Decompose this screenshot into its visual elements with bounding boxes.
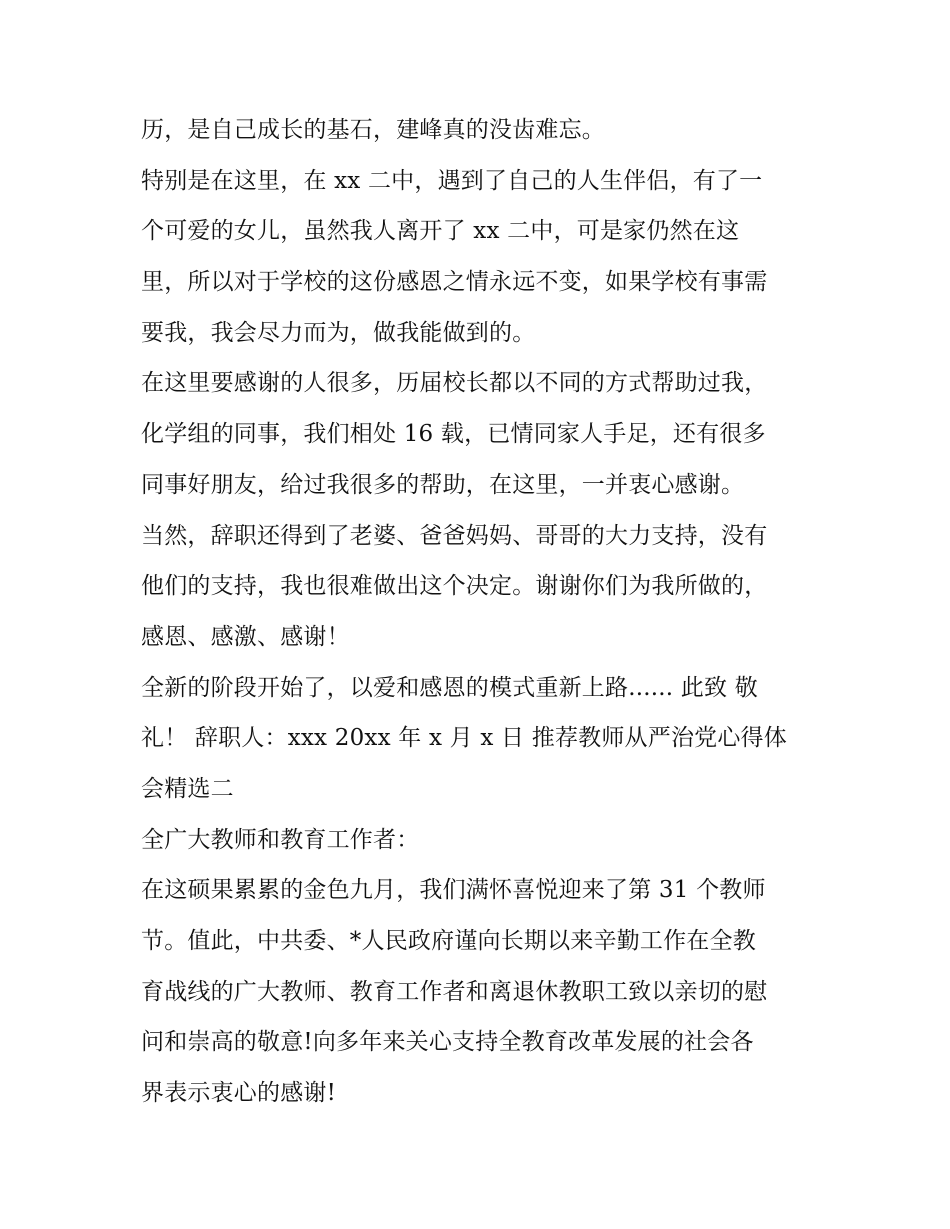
text-line: 特别是在这里，在 xx 二中，遇到了自己的人生伴侣，有了一 (141, 167, 763, 194)
text-line: 历，是自己成长的基石，建峰真的没齿难忘。 (141, 117, 605, 143)
text-line: 要我，我会尽力而为，做我能做到的。 (141, 319, 536, 346)
text-line: 感恩、感激、感谢！ (141, 623, 350, 650)
text-line: 当然，辞职还得到了老婆、爸爸妈妈、哥哥的大力支持，没有 (141, 522, 768, 549)
text-line: 个可爱的女儿，虽然我人离开了 xx 二中，可是家仍然在这 (141, 218, 740, 245)
text-line: 育战线的广大教师、教育工作者和离退休教职工致以亲切的慰 (141, 978, 768, 1005)
text-line: 节。值此，中共委、*人民政府谨向长期以来辛勤工作在全教 (141, 928, 756, 954)
document-body (141, 109, 831, 1123)
text-line: 里，所以对于学校的这份感恩之情永远不变，如果学校有事需 (141, 269, 768, 296)
text-line: 界表示衷心的感谢! (141, 1080, 337, 1107)
text-line: 会精选二 (141, 775, 234, 802)
text-line: 礼！ 辞职人：xxx 20xx 年 x 月 x 日 推荐教师从严治党心得体 (141, 725, 787, 752)
text-line: 他们的支持，我也很难做出这个决定。谢谢你们为我所做的， (141, 573, 768, 600)
text-line: 在这里要感谢的人很多，历届校长都以不同的方式帮助过我， (141, 370, 768, 397)
text-line: 问和崇高的敬意!向多年来关心支持全教育改革发展的社会各 (141, 1029, 754, 1056)
text-line: 同事好朋友，给过我很多的帮助，在这里，一并衷心感谢。 (141, 471, 745, 498)
text-line: 在这硕果累累的金色九月，我们满怀喜悦迎来了第 31 个教师 (141, 877, 766, 904)
text-line: 化学组的同事，我们相处 16 载，已情同家人手足，还有很多 (141, 421, 766, 448)
text-line: 全新的阶段开始了，以爱和感恩的模式重新上路...... 此致 敬 (141, 674, 758, 701)
text-line: 全广大教师和教育工作者： (141, 826, 420, 853)
